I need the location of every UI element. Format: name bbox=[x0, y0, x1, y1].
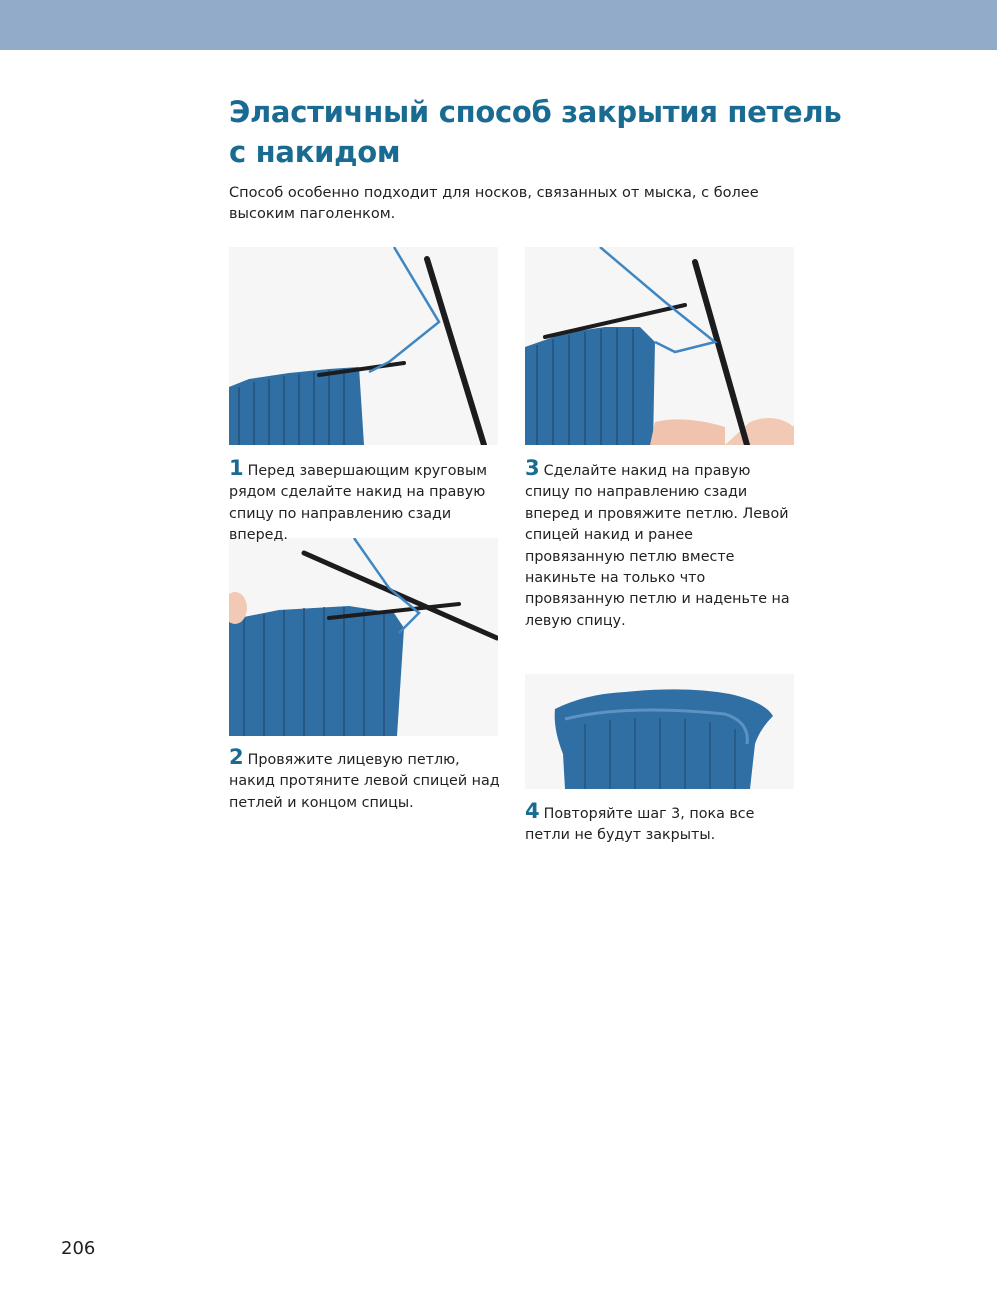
step-1-number: 1 bbox=[229, 456, 244, 480]
step-3-photo bbox=[525, 247, 794, 445]
step-3-number: 3 bbox=[525, 456, 540, 480]
step-4-number: 4 bbox=[525, 799, 540, 823]
step-1-photo bbox=[229, 247, 498, 445]
step-1-text: Перед завершающим круговым рядом сделайте накид на правую спицу по направлению сзади вперед. bbox=[229, 463, 488, 544]
step-3-text: Сделайте накид на правую спицу по направлению сзади вперед и провяжите петлю. Левой спицей накид и ранее провязанную петлю вместе накиньте на только что провязанную петлю и наденьте на левую спицу. bbox=[525, 463, 790, 629]
header-band bbox=[0, 0, 997, 50]
step-3-caption bbox=[525, 458, 797, 632]
step-4-caption bbox=[525, 801, 797, 847]
step-2-text: Провяжите лицевую петлю, накид протяните левой спицей над петлей и концом спицы. bbox=[229, 752, 500, 811]
step-2-number: 2 bbox=[229, 745, 244, 769]
step-4-photo bbox=[525, 674, 794, 789]
step-4-text: Повторяйте шаг 3, пока все петли не будут закрыты. bbox=[525, 806, 755, 844]
step-1-caption bbox=[229, 458, 501, 547]
page-number: 206 bbox=[61, 1238, 96, 1259]
intro-paragraph: Способ особенно подходит для носков, связанных от мыска, с более высоким паголенком. bbox=[229, 185, 759, 222]
page-title: Эластичный способ закрытия петель с накидом bbox=[229, 95, 842, 169]
step-2-photo bbox=[229, 538, 498, 736]
step-2-caption bbox=[229, 747, 501, 814]
